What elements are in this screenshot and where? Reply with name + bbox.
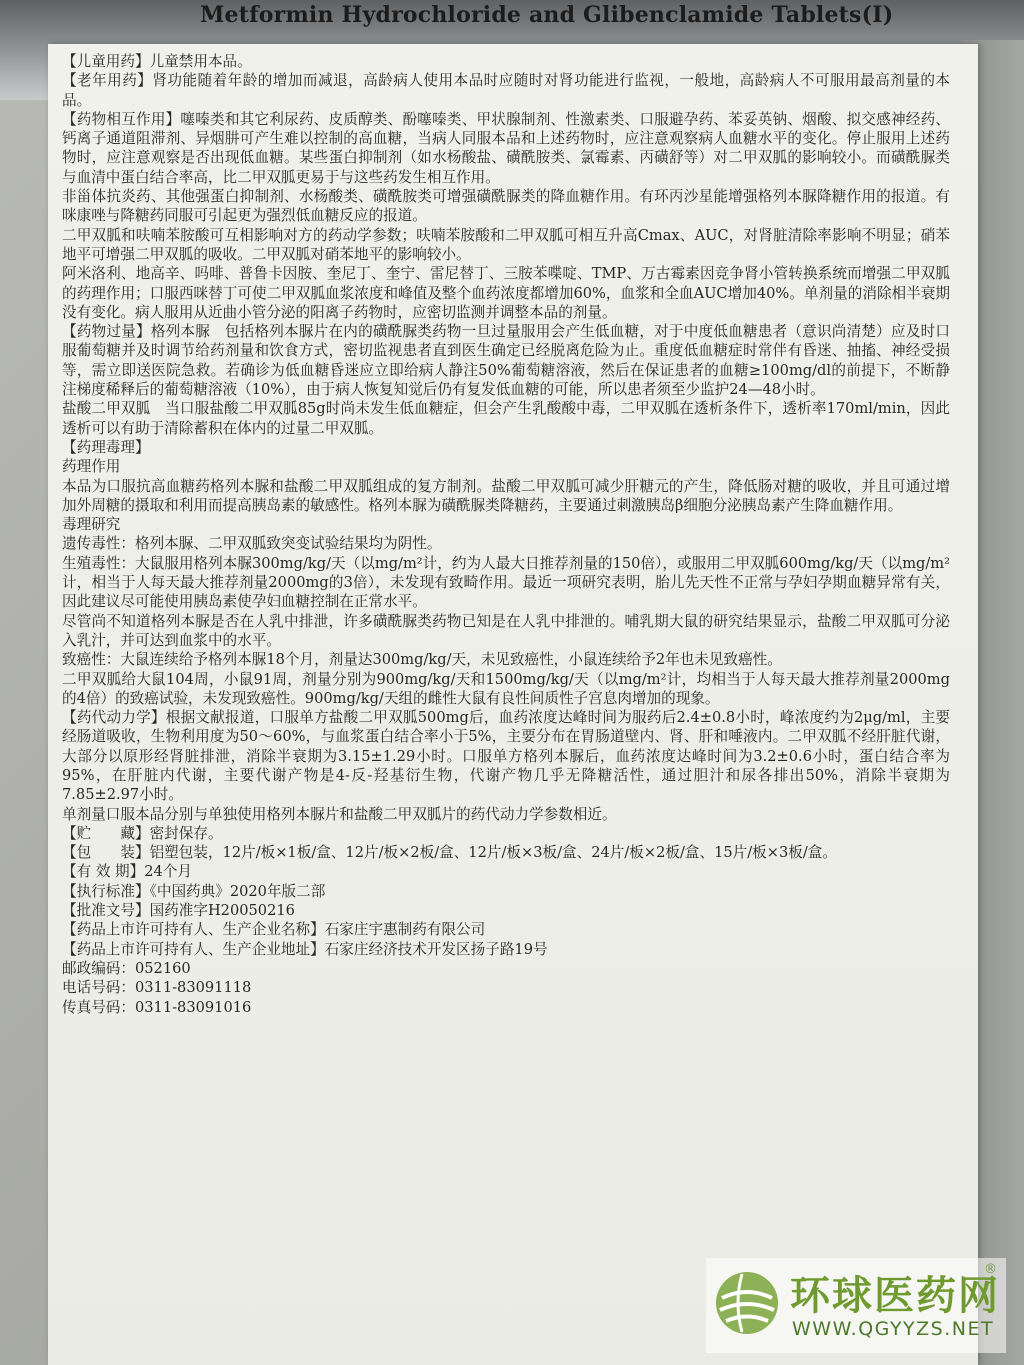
watermark-url: WWW.QGYYZS.NET — [792, 1318, 995, 1340]
leaflet-text — [62, 52, 950, 1017]
toxicology-heading: 毒理研究 — [62, 516, 121, 534]
section-overdose: 【药物过量】格列本脲 包括格列本脲片在内的磺酰脲类药物一旦过量服用会产生低血糖，对于中度低血糖患者（意识尚清楚）应及时口服葡萄糖并及时调节给药剂量和饮食方式，密切监视患者直到医生确定已经脱离危险为止。重度低血糖症时常伴有昏迷、抽搐、神经受损等，需立即送医院急救。若确诊为低血糖昏迷应立即给病人静注50%葡萄糖溶液，然后在保证患者的血糖≥100mg/dl的前提下，不断静注梯度稀释后的葡萄糖溶液（10%），由于病人恢复知觉后仍有复发低血糖的可能，所以患者须至少监护24—48小时。 — [62, 323, 950, 399]
toxicology-reproductive: 生殖毒性：大鼠服用格列本脲300mg/kg/天（以mg/m²计，约为人最大日推荐剂量的150倍），或服用二甲双胍600mg/kg/天（以mg/m²计，相当于人每天最大推荐剂量2000mg的3倍），未发现有致畸作用。最近一项研究表明，胎儿先天性不正常与孕妇孕期血糖异常有关，因此建议尽可能使用胰岛素使孕妇血糖控制在正常水平。 — [62, 554, 950, 611]
section-manufacturer-name: 【药品上市许可持有人、生产企业名称】石家庄宇惠制药有限公司 — [62, 921, 486, 939]
pharmacology-text: 本品为口服抗高血糖药格列本脲和盐酸二甲双胍组成的复方制剂。盐酸二甲双胍可减少肝糖元的产生，降低肠对糖的吸收，并且可通过增加外周糖的摄取和利用而提高胰岛素的敏感性。格列本脲为磺酰脲类降糖药，主要通过刺激胰岛β细胞分泌胰岛素产生降血糖作用。 — [62, 477, 950, 514]
section-approval-number: 【批准文号】国药准字H20050216 — [62, 902, 295, 920]
watermark-name: 环球医药网 — [790, 1273, 1000, 1319]
pharmacology-heading: 药理作用 — [62, 458, 121, 476]
pharmacokinetics-single-dose: 单剂量口服本品分别与单独使用格列本脲片和盐酸二甲双胍片的药代动力学参数相近。 — [62, 805, 617, 823]
interactions-nsaid: 非甾体抗炎药、其他强蛋白抑制剂、水杨酸类、磺酰胺类可增强磺酰脲类的降血糖作用。有环丙沙星能增强格列本脲降糖作用的报道。有咪康唑与降糖药同服可引起更为强烈低血糖反应的报道。 — [62, 188, 950, 225]
phone-number: 电话号码：0311-83091118 — [62, 979, 252, 997]
site-watermark — [706, 1258, 1006, 1353]
section-pharmacokinetics: 【药代动力学】根据文献报道，口服单方盐酸二甲双胍500mg后，血药浓度达峰时间为服药后2.4±0.8小时，峰浓度约为2μg/ml，主要经肠道吸收，生物利用度为50～60%，与血浆蛋白结合率小于5%，主要分布在胃肠道壁内、肾、肝和唾液内。二甲双胍不经肝脏代谢，大部分以原形经肾脏排泄，消除半衰期为3.15±1.29小时。口服单方格列本脲后，血药浓度达峰时间为3.2±0.6小时，蛋白结合率为95%，在肝脏内代谢，主要代谢产物是4-反-羟基衍生物，代谢产物几乎无降糖活性，通过胆汁和尿各排出50%，消除半衰期为7.85±2.97小时。 — [62, 709, 950, 804]
section-packaging: 【包 装】铝塑包装，12片/板×1板/盒、12片/板×2板/盒、12片/板×3板/盒、24片/板×2板/盒、15片/板×3板/盒。 — [62, 844, 837, 862]
toxicology-lactation: 尽管尚不知道格列本脲是否在人乳中排泄，许多磺酰脲类药物已知是在人乳中排泄的。哺乳期大鼠的研究结果显示，盐酸二甲双胍可分泌入乳汁，并可达到血浆中的水平。 — [62, 612, 950, 649]
toxicology-genetic: 遗传毒性：格列本脲、二甲双胍致突变试验结果均为阴性。 — [62, 535, 442, 553]
interactions-furosemide: 二甲双胍和呋喃苯胺酸可互相影响对方的药动学参数；呋喃苯胺酸和二甲双胍可相互升高Cmax、AUC，对肾脏清除率影响不明显；硝苯地平可增强二甲双胍的吸收。二甲双胍对硝苯地平的影响较小。 — [62, 226, 950, 263]
section-pediatric: 【儿童用药】儿童禁用本品。 — [62, 53, 252, 70]
overdose-metformin: 盐酸二甲双胍 当口服盐酸二甲双胍85g时尚未发生低血糖症，但会产生乳酸酸中毒，二甲双胍在透析条件下，透析率170ml/min，因此透析可以有助于清除蓄积在体内的过量二甲双胍。 — [62, 400, 950, 437]
section-geriatric: 【老年用药】肾功能随着年龄的增加而减退，高龄病人使用本品时应随时对肾功能进行监视，一般地，高龄病人不可服用最高剂量的本品。 — [62, 72, 950, 109]
section-pharmacology: 【药理毒理】 — [62, 438, 150, 456]
interactions-cationic: 阿米洛利、地高辛、吗啡、普鲁卡因胺、奎尼丁、奎宁、雷尼替丁、三胺苯喋啶、TMP、万古霉素因竞争肾小管转换系统而增强二甲双胍的药理作用；口服西咪替丁可使二甲双胍血浆浓度和峰值及整个血药浓度都增加60%，血浆和全血AUC增加40%。单剂量的消除相半衰期没有变化。病人服用从近曲小管分泌的阳离子药物时，应密切监测并调整本品的剂量。 — [62, 265, 950, 321]
fax-number: 传真号码：0311-83091016 — [62, 998, 252, 1016]
toxicology-metformin-carcinogenicity: 二甲双胍给大鼠104周，小鼠91周，剂量分别为900mg/kg/天和1500mg/kg/天（以mg/m²计，均相当于人每天最大推荐剂量2000mg的4倍）的致癌试验，未发现致癌性。900mg/kg/天组的雌性大鼠有良性间质性子宫息肉增加的现象。 — [62, 670, 950, 707]
section-shelf-life: 【有 效 期】24个月 — [62, 863, 193, 881]
section-storage: 【贮 藏】密封保存。 — [62, 824, 223, 842]
postal-code: 邮政编码：052160 — [62, 959, 191, 977]
toxicology-carcinogenicity: 致癌性：大鼠连续给予格列本脲18个月，剂量达300mg/kg/天，未见致癌性，小鼠连续给予2年也未见致癌性。 — [62, 651, 782, 669]
section-standard: 【执行标准】《中国药典》2020年版二部 — [62, 882, 326, 900]
section-interactions: 【药物相互作用】噻嗪类和其它利尿药、皮质醇类、酚噻嗪类、甲状腺制剂、性激素类、口服避孕药、苯妥英钠、烟酸、拟交感神经药、钙离子通道阻滞剂、异烟肼可产生难以控制的高血糖，当病人同服本品和上述药物时，应注意观察病人血糖水平的变化。停止服用上述药物时，应注意观察是否出现低血糖。某些蛋白抑制剂（如水杨酸盐、磺酰胺类、氯霉素、丙磺舒等）对二甲双胍的影响较小。而磺酰脲类与血清中蛋白结合率高，比二甲双胍更易于与这些药发生相互作用。 — [62, 110, 950, 186]
document-title: Metformin Hydrochloride and Glibenclamide Tablets(I) — [200, 2, 894, 28]
section-manufacturer-address: 【药品上市许可持有人、生产企业地址】石家庄经济技术开发区扬子路19号 — [62, 940, 548, 958]
registered-mark: ® — [984, 1262, 997, 1277]
globe-icon — [712, 1268, 782, 1338]
